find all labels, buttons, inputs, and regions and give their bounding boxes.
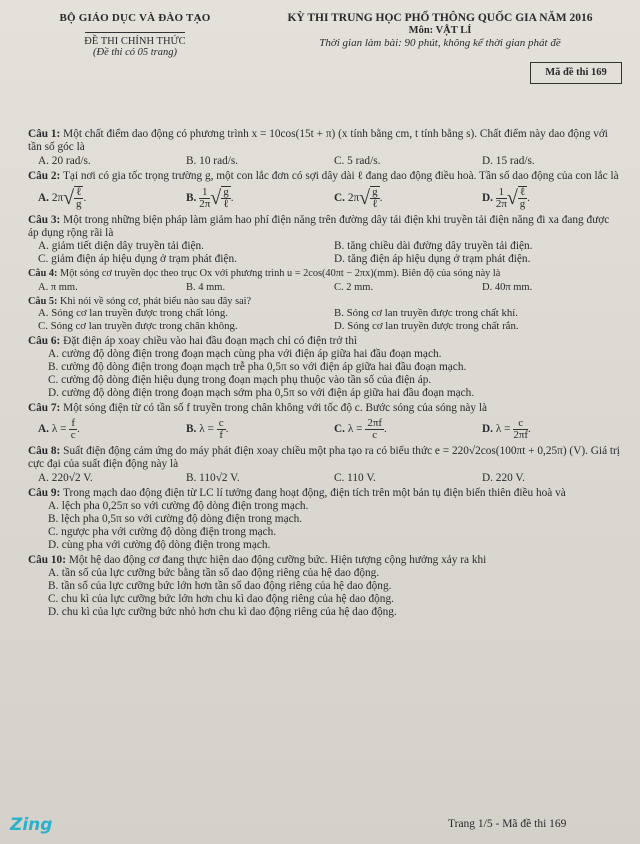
question-4 — [28, 268, 620, 280]
official-label: ĐỀ THI CHÍNH THỨC — [84, 36, 186, 47]
sqrt-formula: √ $\frac{g}{\text{ℓ}}$ — [359, 186, 378, 210]
ministry-name: BỘ GIÁO DỤC VÀ ĐÀO TẠO — [59, 12, 211, 24]
option-b: B. tần số của lực cưỡng bức lớn hơn tần số dao động riêng của hệ dao động. — [48, 580, 392, 592]
option-d: D. $\frac{1}{2\pi}$ √ $\frac{\text{ℓ}}{g}$ . — [482, 185, 530, 210]
question-10 — [28, 554, 620, 567]
option-b: B. 110√2 V. — [186, 472, 240, 484]
exam-title: KỲ THI TRUNG HỌC PHỔ THÔNG QUỐC GIA NĂM 2016 — [287, 12, 593, 24]
header-right — [250, 12, 630, 49]
question-3 — [28, 214, 620, 240]
option-b: B. 4 mm. — [186, 281, 226, 293]
option-letter: D. — [482, 191, 493, 204]
exam-code-box: Mã đề thi 169 — [530, 62, 622, 84]
option-b: B. Sóng cơ lan truyền được trong chất khí. — [334, 307, 518, 319]
options-q4 — [28, 281, 620, 294]
options-q3-row1 — [28, 240, 620, 253]
options-q1 — [28, 155, 620, 168]
option-b: B. 10 rad/s. — [186, 155, 239, 167]
option-letter: A. — [38, 423, 49, 435]
options-q10 — [28, 567, 620, 619]
page-footer: Trang 1/5 - Mã đề thi 169 — [448, 818, 567, 830]
option-letter: A. — [38, 191, 49, 204]
formula-coef: 2π — [51, 191, 64, 204]
options-q8 — [28, 472, 620, 485]
frac-num: g — [223, 186, 229, 198]
option-a: A. cường độ dòng điện trong đoạn mạch cùng pha với điện áp giữa hai đầu đoạn mạch. — [48, 348, 442, 360]
zing-watermark-logo: Zing — [10, 815, 53, 835]
option-d: D. Sóng cơ lan truyền được trong chất rắn. — [334, 320, 519, 332]
question-number: Câu 4: — [28, 268, 58, 279]
frac-den: c — [70, 429, 76, 441]
coef-num: 1 — [199, 187, 210, 199]
header-divider — [85, 32, 185, 33]
option-b: B. cường độ dòng điện trong đoạn mạch trễ pha 0,5π so với điện áp giữa hai đầu đoạn mạch. — [48, 361, 467, 373]
option-a: A. π mm. — [38, 281, 78, 293]
pages-note: (Đề thi có 05 trang) — [93, 47, 177, 58]
frac-den: 2πf — [513, 429, 529, 441]
question-number: Câu 10: — [28, 554, 66, 566]
option-letter: C. — [334, 191, 345, 204]
question-text: Một sóng điện từ có tần số f truyền trong chân không với tốc độ c. Bước sóng của sóng này là — [63, 402, 488, 414]
option-b: B. tăng chiều dài đường dây truyền tải điện. — [334, 240, 533, 252]
options-q7 — [28, 418, 620, 441]
question-text: Khi nói về sóng cơ, phát biểu nào sau đây sai? — [60, 295, 252, 307]
coef-den: 2π — [495, 197, 507, 210]
question-text: Một hệ dao động cơ đang thực hiện dao động cưỡng bức. Hiện tượng cộng hưởng xảy ra khi — [68, 554, 487, 566]
subject-label: Môn: VẬT LÍ — [408, 25, 472, 36]
option-letter: B. — [186, 191, 197, 204]
question-text: Một sóng cơ truyền dọc theo trục Ox với phương trình u = 2cos(40πt − 2πx)(mm). Biên độ của sóng này là — [60, 268, 501, 279]
question-2 — [28, 170, 620, 183]
option-c: C. ngược pha với cường độ dòng điện trong mạch. — [48, 526, 277, 538]
question-number: Câu 8: — [28, 445, 61, 457]
option-d: D. chu kì của lực cưỡng bức nhỏ hơn chu kì dao động riêng của hệ dao động. — [48, 606, 397, 618]
formula-lhs: λ = — [199, 423, 214, 435]
question-text: Một chất điểm dao động có phương trình x = 10cos(15t + π) (x tính bằng cm, t tính bằng s). Chất điểm này dao động với tần số góc là — [28, 128, 608, 153]
option-a: A. 20 rad/s. — [38, 155, 91, 167]
options-q3-row2 — [28, 253, 620, 266]
question-text: Đặt điện áp xoay chiều vào hai đầu đoạn mạch chỉ có điện trở thì — [63, 335, 358, 347]
sqrt-formula: √ $\frac{g}{\text{ℓ}}$ — [210, 186, 229, 210]
frac-num: f — [71, 417, 75, 429]
question-9 — [28, 487, 620, 500]
question-number: Câu 5: — [28, 295, 58, 307]
question-text: Tại nơi có gia tốc trọng trường g, một con lắc đơn có sợi dây dài ℓ đang dao động điều hoà. Tần số dao động của con lắc là — [62, 170, 619, 182]
option-d: D. tăng điện áp hiệu dụng ở trạm phát điện. — [334, 253, 531, 265]
option-letter: C. — [334, 423, 345, 435]
option-c: C. λ = $\frac{2\pi f}{c}$ . — [334, 417, 387, 441]
frac-den: g — [76, 198, 82, 210]
option-d: D. 15 rad/s. — [482, 155, 535, 167]
frac-den: ℓ — [372, 198, 378, 210]
frac-den: ℓ — [223, 198, 229, 210]
question-text: Một trong những biện pháp làm giảm hao phí điện năng trên đường dây tải điện khi truyền tải điện năng đi xa đang được áp dụng rộng rãi là — [28, 214, 610, 239]
question-number: Câu 1: — [28, 128, 61, 140]
question-5 — [28, 296, 620, 308]
option-d: D. cường độ dòng điện trong đoạn mạch sớm pha 0,5π so với điện áp giữa hai đầu đoạn mạch. — [48, 387, 475, 399]
frac-num: 2πf — [367, 417, 383, 429]
options-q5-row1 — [28, 307, 620, 320]
option-a: A. λ = $\frac{f}{c}$ . — [38, 417, 80, 441]
frac-num: ℓ — [76, 186, 82, 198]
formula-lhs: λ = — [347, 423, 363, 435]
option-d: D. λ = $\frac{c}{2\pi f}$ . — [482, 417, 531, 441]
formula-coef: 2π — [347, 191, 360, 204]
frac-den: g — [519, 198, 526, 210]
question-number: Câu 3: — [28, 214, 61, 226]
frac-den: c — [372, 429, 378, 441]
header-left — [40, 12, 230, 58]
frac-num: ℓ — [519, 186, 526, 198]
question-8 — [28, 445, 620, 471]
option-a: A. tần số của lực cưỡng bức bằng tần số dao động riêng của hệ dao động. — [48, 567, 380, 579]
options-q2 — [28, 186, 620, 210]
option-a: A. Sóng cơ lan truyền được trong chất lỏng. — [38, 307, 228, 319]
option-c: C. chu kì của lực cưỡng bức lớn hơn chu kì dao động riêng của hệ dao động. — [48, 593, 394, 605]
options-q6 — [28, 348, 620, 400]
option-a: A. giảm tiết diện dây truyền tải điện. — [38, 240, 204, 252]
option-d: D. cùng pha với cường độ dòng điện trong mạch. — [48, 539, 271, 551]
option-c: C. Sóng cơ lan truyền được trong chân không. — [38, 320, 238, 332]
question-number: Câu 7: — [28, 402, 61, 414]
option-c: C. 2 mm. — [334, 281, 374, 293]
option-a: A. lệch pha 0,25π so với cường độ dòng điện trong mạch. — [48, 500, 309, 512]
frac-num: c — [513, 418, 528, 430]
sqrt-formula: √ $\frac{\text{ℓ}}{g}$ — [506, 186, 526, 210]
option-c: C. giảm điện áp hiệu dụng ở trạm phát điện. — [38, 253, 237, 265]
question-number: Câu 9: — [28, 487, 61, 499]
options-q9 — [28, 500, 620, 552]
questions-body — [28, 128, 620, 619]
question-1 — [28, 128, 620, 154]
option-b: B. $\frac{1}{2\pi}$ √ $\frac{g}{\text{ℓ}}$ . — [186, 185, 234, 210]
option-d: D. 220 V. — [482, 472, 525, 484]
time-note: Thời gian làm bài: 90 phút, không kể thời gian phát đề — [319, 37, 561, 49]
option-c: C. 2π √ $\frac{g}{\text{ℓ}}$ . — [334, 186, 383, 210]
question-6 — [28, 335, 620, 348]
options-q5-row2 — [28, 320, 620, 333]
question-text: Suất điện động cảm ứng do máy phát điện xoay chiều một pha tạo ra có biểu thức e = 220√2cos(100πt + 0,25π) (V). Giá trị cực đại của suất điện động này là — [28, 445, 620, 470]
option-d: D. 40π mm. — [482, 281, 533, 293]
option-c: C. 110 V. — [334, 472, 376, 484]
option-b: B. lệch pha 0,5π so với cường độ dòng điện trong mạch. — [48, 513, 303, 525]
question-7 — [28, 402, 620, 415]
option-a: A. 2π √ $\frac{\text{ℓ}}{g}$ . — [38, 186, 87, 210]
frac-num: g — [372, 186, 378, 198]
question-number: Câu 6: — [28, 335, 61, 347]
formula-lhs: λ = — [51, 423, 67, 435]
question-text: Trong mạch dao động điện từ LC lí tưởng đang hoạt động, điện tích trên một bản tụ điện biến thiên điều hoà và — [62, 487, 566, 499]
option-letter: B. — [186, 423, 197, 435]
formula-lhs: λ = — [495, 423, 511, 435]
coef-den: 2π — [199, 197, 211, 210]
coef-num: 1 — [496, 187, 507, 199]
frac-den: f — [219, 429, 223, 441]
sqrt-formula: √ $\frac{\text{ℓ}}{g}$ — [63, 186, 82, 210]
option-b: B. λ = $\frac{c}{f}$ . — [186, 417, 229, 441]
option-a: A. 220√2 V. — [38, 472, 93, 484]
frac-num: c — [218, 417, 224, 429]
option-c: C. cường độ dòng điện hiệu dụng trong đoạn mạch phụ thuộc vào tần số của điện áp. — [48, 374, 432, 386]
option-letter: D. — [482, 423, 493, 435]
option-c: C. 5 rad/s. — [334, 155, 381, 167]
question-number: Câu 2: — [28, 170, 61, 182]
